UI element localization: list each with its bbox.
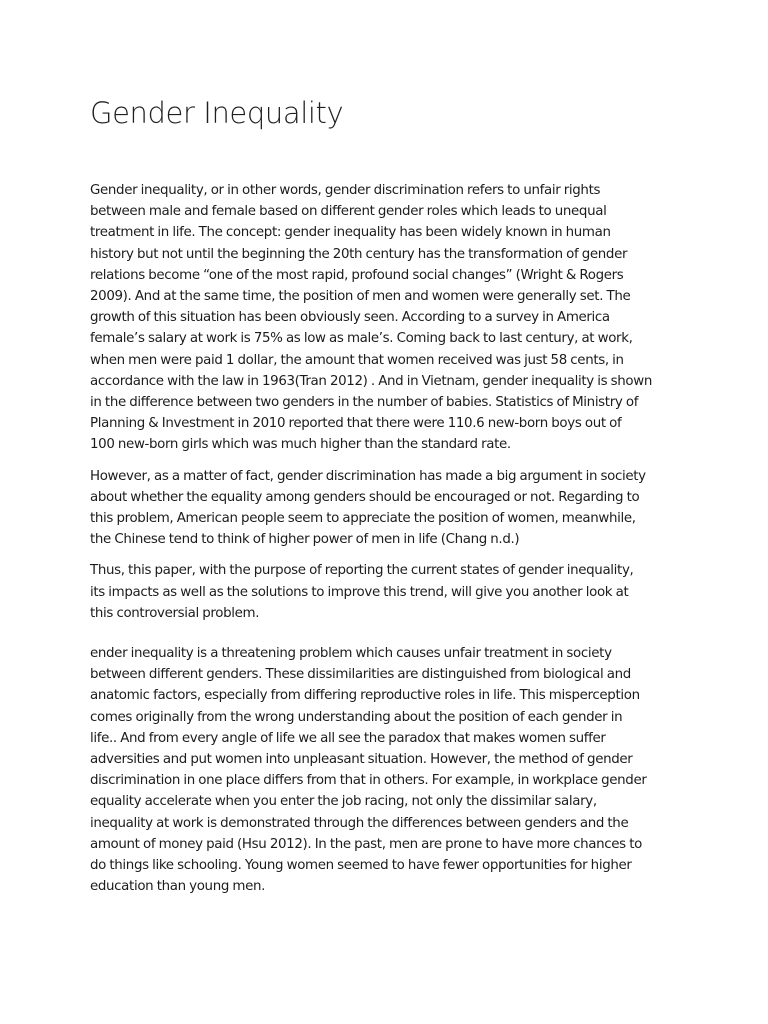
text-line: Thus, this paper, with the purpose of reporting the current states of gender inequality, xyxy=(90,563,634,579)
text-line: history but not until the beginning the 20th century has the transformation of gender xyxy=(90,246,628,262)
text-line: the Chinese tend to think of higher power of men in life (Chang n.d.) xyxy=(90,532,520,548)
text-line: life.. And from every angle of life we all see the paradox that makes women suffer xyxy=(90,730,606,746)
text-line: treatment in life. The concept: gender inequality has been widely known in human xyxy=(90,225,611,241)
text-line: discrimination in one place differs from that in others. For example, in workplace gender xyxy=(90,773,647,789)
text-line: comes originally from the wrong understanding about the position of each gender in xyxy=(90,709,623,725)
text-line: amount of money paid (Hsu 2012). In the past, men are prone to have more chances to xyxy=(90,836,642,852)
paragraph-debate xyxy=(90,466,690,551)
text-line: Gender inequality, or in other words, gender discrimination refers to unfair rights xyxy=(90,183,601,198)
text-line: between male and female based on different gender roles which leads to unequal xyxy=(90,204,607,220)
text-line: female’s salary at work is 75% as low as male’s. Coming back to last century, at work, xyxy=(90,331,633,347)
document-title: Gender Inequality xyxy=(90,96,344,130)
text-line: However, as a matter of fact, gender discrimination has made a big argument in society xyxy=(90,468,646,484)
text-line: between different genders. These dissimilarities are distinguished from biological and xyxy=(90,667,631,683)
text-line: relations become “one of the most rapid, profound social changes” (Wright & Rogers xyxy=(90,267,624,283)
text-line: Planning & Investment in 2010 reported that there were 110.6 new-born boys out of xyxy=(90,416,622,432)
text-line: when men were paid 1 dollar, the amount that women received was just 58 cents, in xyxy=(90,352,624,368)
text-line: this problem, American people seem to appreciate the position of women, meanwhile, xyxy=(90,511,636,527)
text-line: education than young men. xyxy=(90,879,266,895)
text-line: this controversial problem. xyxy=(90,605,260,621)
text-line: 2009). And at the same time, the position of men and women were generally set. The xyxy=(90,289,631,305)
text-line: accordance with the law in 1963(Tran 2012) . And in Vietnam, gender inequality is shown xyxy=(90,373,653,389)
text-line: 100 new-born girls which was much higher than the standard rate. xyxy=(90,437,511,453)
text-line: do things like schooling. Young women seemed to have fewer opportunities for higher xyxy=(90,858,632,874)
text-line: anatomic factors, especially from differing reproductive roles in life. This misperception xyxy=(90,688,640,704)
text-line: about whether the equality among genders should be encouraged or not. Regarding to xyxy=(90,489,640,505)
text-line: its impacts as well as the solutions to improve this trend, will give you another look at xyxy=(90,584,629,600)
text-line: adversities and put women into unpleasant situation. However, the method of gender xyxy=(90,752,633,768)
text-line: ender inequality is a threatening problem which causes unfair treatment in society xyxy=(90,646,612,662)
text-line: in the difference between two genders in the number of babies. Statistics of Ministry of xyxy=(90,395,639,411)
paragraph-definition xyxy=(90,643,690,897)
document-body xyxy=(90,180,690,908)
text-line: equality accelerate when you enter the job racing, not only the dissimilar salary, xyxy=(90,794,597,810)
text-line: inequality at work is demonstrated through the differences between genders and the xyxy=(90,815,629,831)
paragraph-intro xyxy=(90,180,690,456)
paragraph-purpose xyxy=(90,560,690,624)
text-line: growth of this situation has been obviously seen. According to a survey in America xyxy=(90,310,610,326)
